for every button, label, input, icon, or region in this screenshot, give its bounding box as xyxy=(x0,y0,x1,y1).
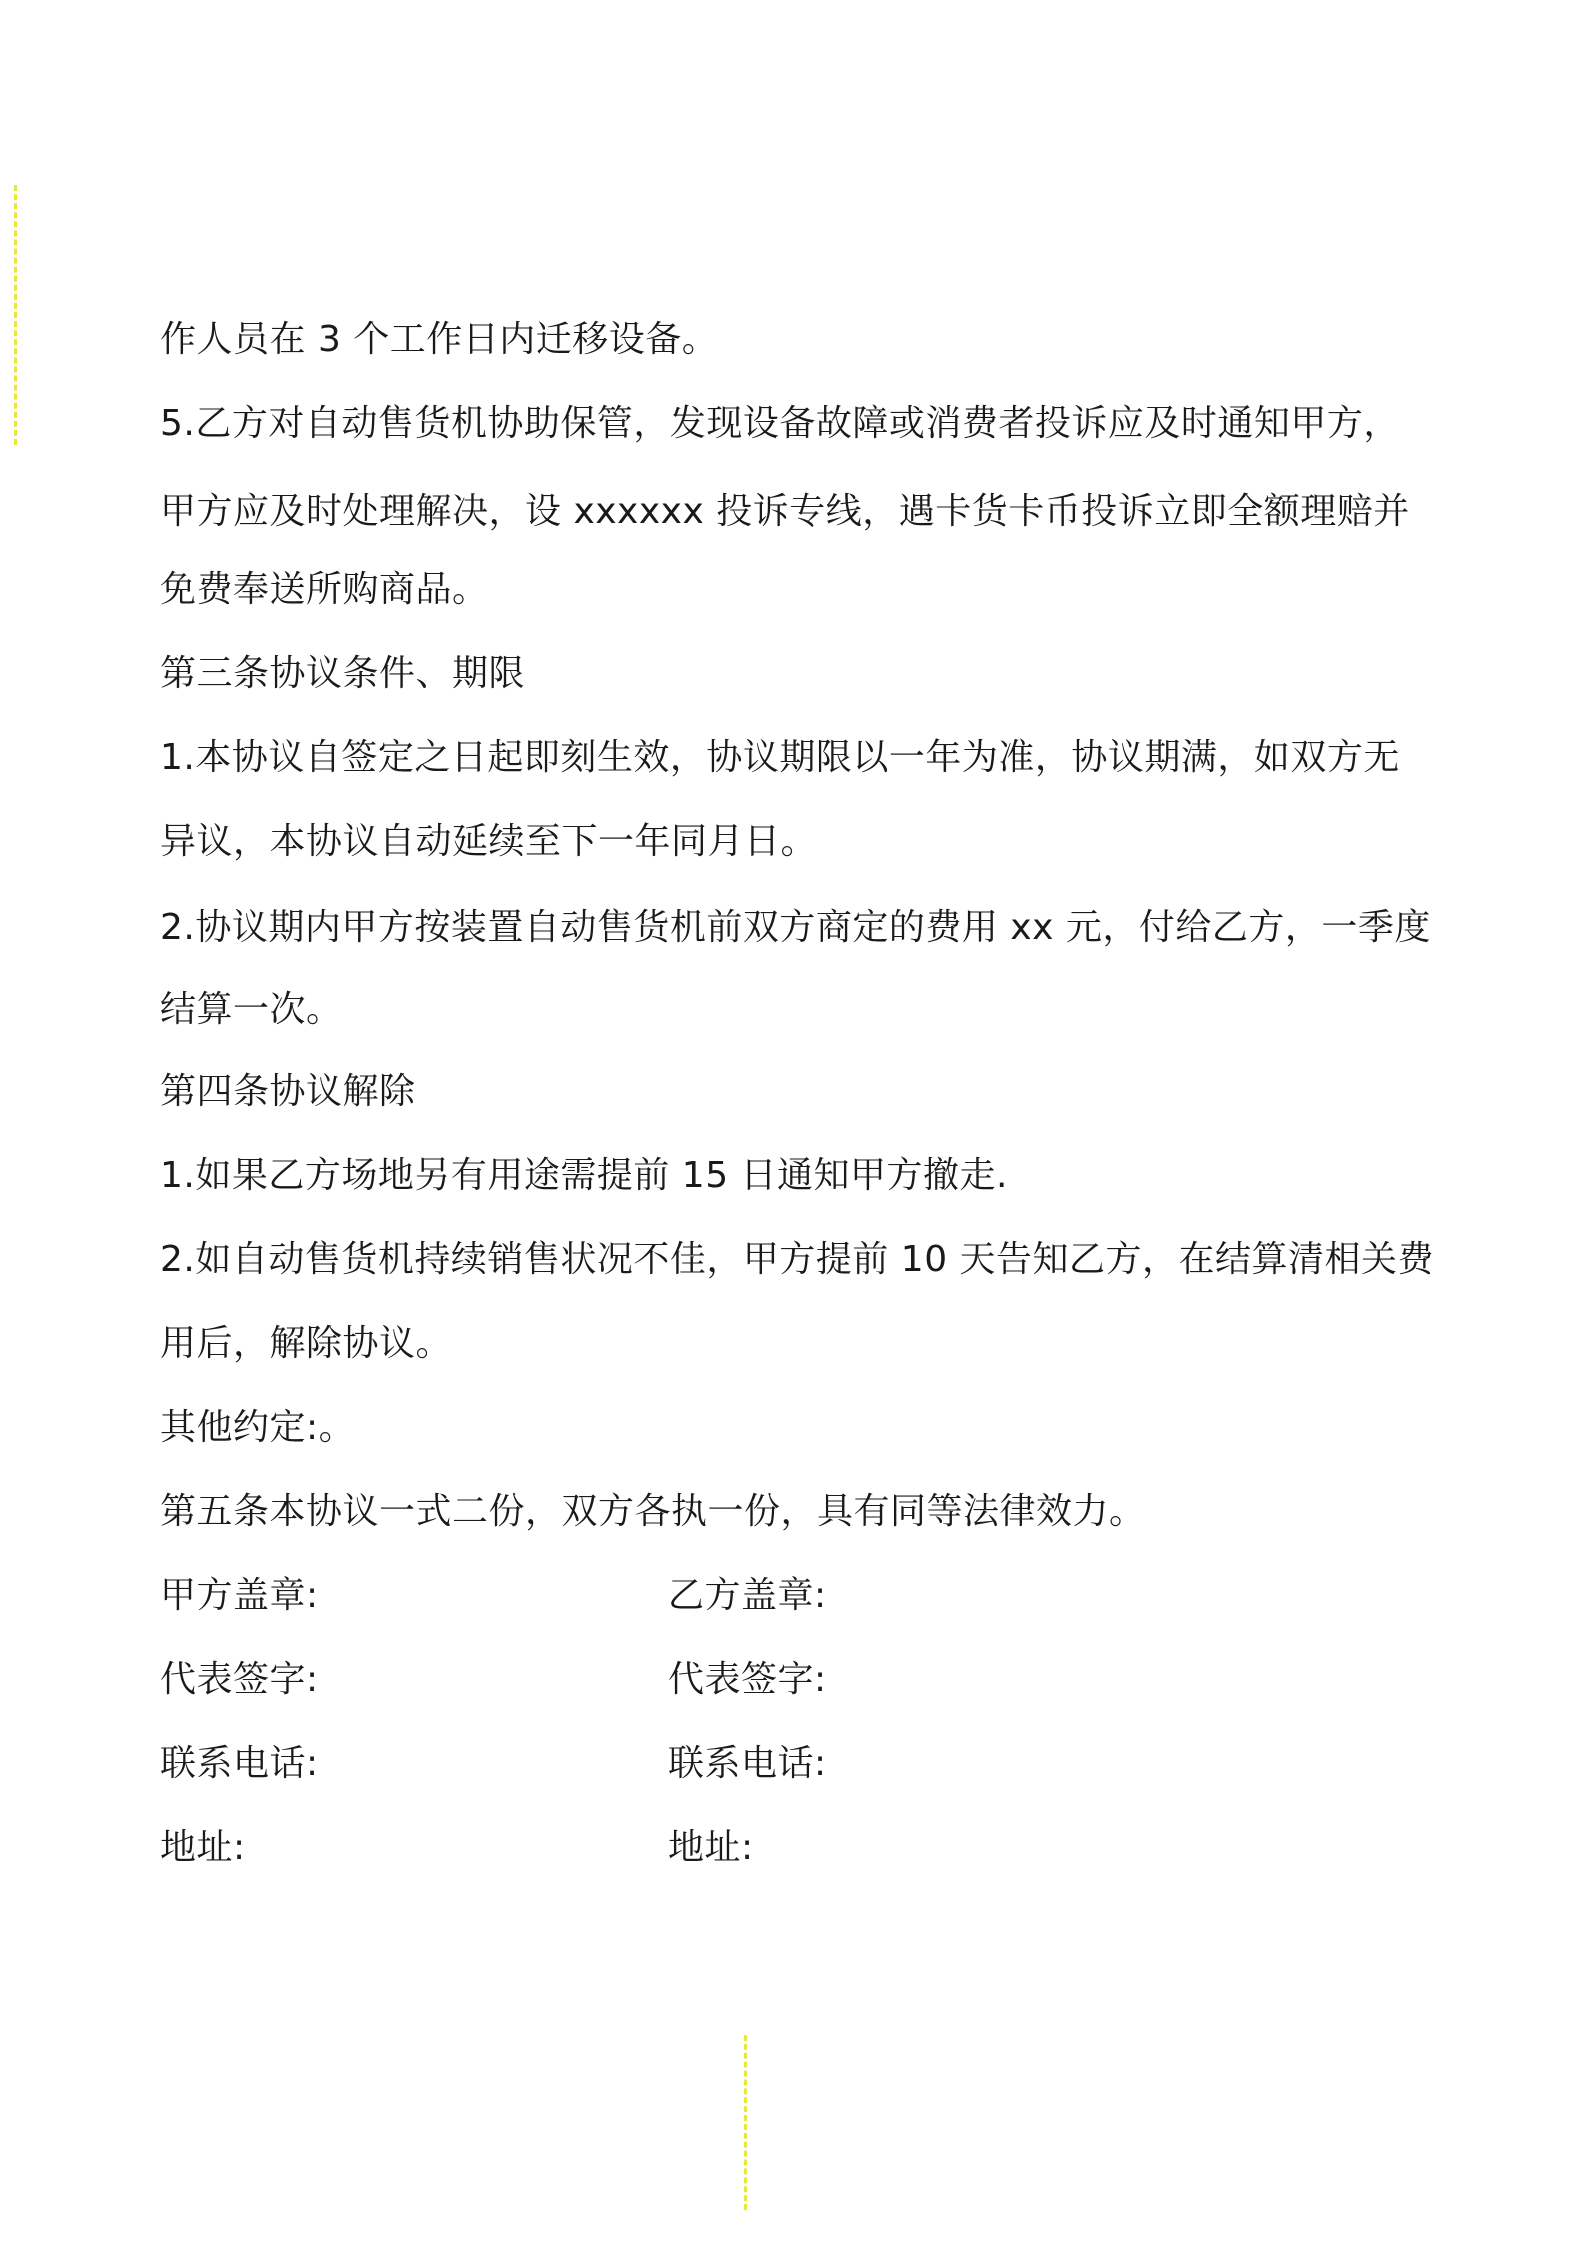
signature-right-representative: 代表签字: xyxy=(668,1659,827,1700)
signature-left-seal: 甲方盖章: xyxy=(160,1575,319,1616)
signature-right-address: 地址: xyxy=(668,1827,754,1868)
section-heading: 第三条协议条件、期限 xyxy=(160,653,526,694)
decorative-dashed-line-left xyxy=(14,185,17,445)
paragraph-line: 异议，本协议自动延续至下一年同月日。 xyxy=(160,821,818,862)
paragraph-line: 用后，解除协议。 xyxy=(160,1323,453,1364)
signature-left-representative: 代表签字: xyxy=(160,1659,319,1700)
decorative-dashed-line-bottom xyxy=(744,2035,747,2210)
signature-right-phone: 联系电话: xyxy=(668,1743,827,1784)
paragraph-line: 1.本协议自签定之日起即刻生效，协议期限以一年为准，协议期满，如双方无 xyxy=(160,737,1400,778)
section-heading: 第五条本协议一式二份，双方各执一份，具有同等法律效力。 xyxy=(160,1491,1146,1532)
paragraph-line: 1.如果乙方场地另有用途需提前 15 日通知甲方撤走. xyxy=(160,1155,1008,1196)
paragraph-line: 2.协议期内甲方按装置自动售货机前双方商定的费用 xx 元，付给乙方，一季度 xyxy=(160,907,1431,948)
paragraph-line: 免费奉送所购商品。 xyxy=(160,569,489,610)
paragraph-line: 作人员在 3 个工作日内迁移设备。 xyxy=(160,319,719,360)
paragraph-line: 其他约定:。 xyxy=(160,1407,356,1448)
section-heading: 第四条协议解除 xyxy=(160,1071,416,1112)
paragraph-line: 2.如自动售货机持续销售状况不佳，甲方提前 10 天告知乙方，在结算清相关费 xyxy=(160,1239,1435,1280)
signature-left-phone: 联系电话: xyxy=(160,1743,319,1784)
signature-right-seal: 乙方盖章: xyxy=(668,1575,827,1616)
paragraph-line: 结算一次。 xyxy=(160,989,343,1030)
paragraph-line: 5.乙方对自动售货机协助保管，发现设备故障或消费者投诉应及时通知甲方， xyxy=(160,403,1400,444)
paragraph-line: 甲方应及时处理解决，设 xxxxxx 投诉专线，遇卡货卡币投诉立即全额理赔并 xyxy=(160,491,1410,532)
signature-left-address: 地址: xyxy=(160,1827,246,1868)
